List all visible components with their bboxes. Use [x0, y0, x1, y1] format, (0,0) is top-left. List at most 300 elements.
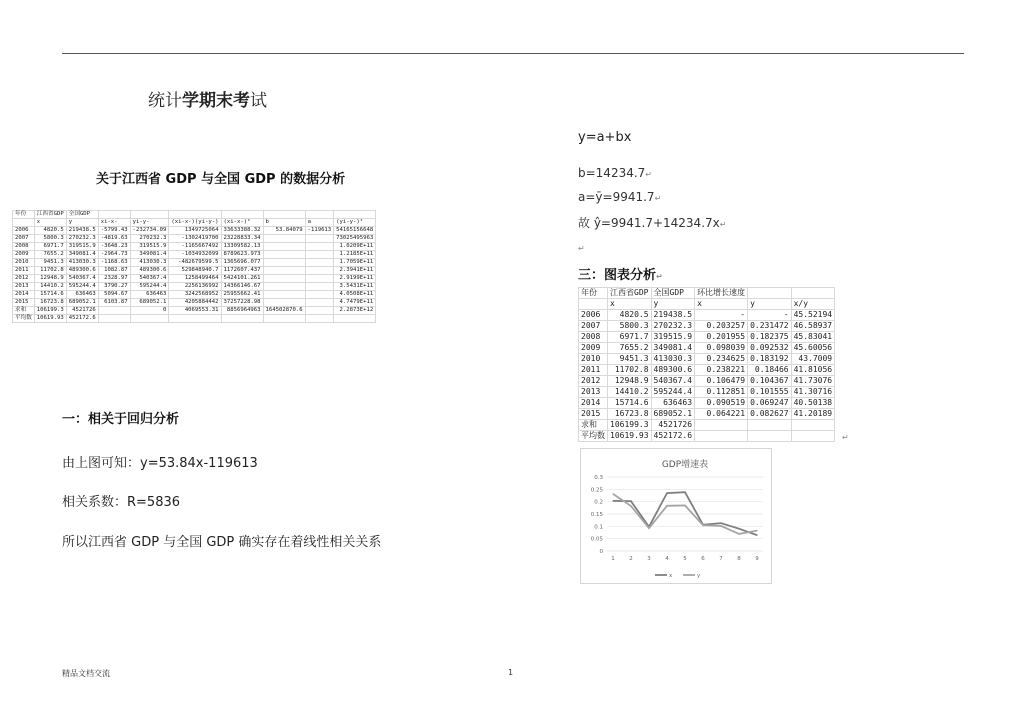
paragraph-mark: ↵: [645, 170, 652, 179]
table-cell: y: [651, 299, 695, 310]
data-point: [612, 493, 613, 494]
table-cell: 2010: [579, 354, 608, 365]
legend-label: x: [669, 573, 673, 579]
table-row: [13, 267, 376, 275]
table-cell: 0.082627: [748, 409, 792, 420]
table-cell: [263, 291, 305, 299]
table-cell: 0.069247: [748, 398, 792, 409]
table-cell: 12948.9: [608, 376, 652, 387]
table-cell: 5800.3: [608, 321, 652, 332]
table-cell: 0.112851: [695, 387, 748, 398]
data-point: [684, 492, 685, 493]
table-cell: 270232.3: [651, 321, 695, 332]
table-cell: 1.7059E+11: [334, 259, 376, 267]
regression-spreadsheet: [12, 210, 376, 323]
table-cell: -1165667492: [169, 243, 221, 251]
table-cell: [263, 283, 305, 291]
table-row: [13, 307, 376, 315]
table-row: [579, 387, 835, 398]
table-cell: 349081.4: [651, 343, 695, 354]
table-cell: 11702.8: [34, 267, 66, 275]
table-cell: 46.58937: [791, 321, 835, 332]
table-cell: 452172.6: [66, 315, 98, 323]
table-cell: -482679599.5: [169, 259, 221, 267]
table-cell: 2006: [13, 227, 35, 235]
regression-equation-text: 由上图可知：y=53.84x-119613: [62, 456, 258, 471]
table-cell: 2015: [579, 409, 608, 420]
table-cell: [263, 275, 305, 283]
table-cell: [263, 251, 305, 259]
table-cell: 16723.8: [608, 409, 652, 420]
table-cell: [263, 267, 305, 275]
table-cell: 2007: [579, 321, 608, 332]
footer-label: 精品文档交流: [62, 669, 110, 678]
table-cell: -119613: [305, 227, 334, 235]
x-tick-label: 2: [629, 556, 633, 562]
table-row: [13, 299, 376, 307]
table-cell: 15714.6: [608, 398, 652, 409]
paragraph-mark: ↵: [654, 194, 662, 203]
table-cell: [791, 288, 835, 299]
section1-heading: 一：相关于回归分析: [62, 412, 180, 427]
table-row: [579, 376, 835, 387]
table-cell: 7655.2: [34, 251, 66, 259]
table-cell: 5094.67: [98, 291, 130, 299]
table-cell: 45.52194: [791, 310, 835, 321]
table-cell: 45.83041: [791, 332, 835, 343]
table-cell: 636463: [130, 291, 169, 299]
paragraph-mark: ↵: [719, 220, 727, 229]
table-cell: 0.182375: [748, 332, 792, 343]
table-cell: 106199.3: [608, 420, 652, 431]
table-cell: 年份: [579, 288, 608, 299]
table-cell: 0: [130, 307, 169, 315]
table-cell: 319515.9: [651, 332, 695, 343]
table-cell: 349081.4: [66, 251, 98, 259]
data-point: [630, 501, 631, 502]
formula-fit: 故 ŷ=9941.7+14234.7x↵: [578, 216, 727, 230]
table-cell: 2328.97: [98, 275, 130, 283]
table-cell: 2.2873E+12: [334, 307, 376, 315]
table-cell: 41.20189: [791, 409, 835, 420]
table-row: [13, 235, 376, 243]
table-cell: 23228833.34: [221, 235, 263, 243]
table-cell: 0.098039: [695, 343, 748, 354]
table-cell: 219438.5: [66, 227, 98, 235]
table-cell: 15714.6: [34, 291, 66, 299]
table-cell: 7655.2: [608, 343, 652, 354]
table-cell: 0.101555: [748, 387, 792, 398]
table-cell: [748, 420, 792, 431]
table-cell: [98, 307, 130, 315]
table-cell: [305, 275, 334, 283]
table-cell: 595244.4: [651, 387, 695, 398]
table-cell: [221, 211, 263, 219]
table-cell: 0.104367: [748, 376, 792, 387]
table-cell: 73025495963: [334, 235, 376, 243]
table-cell: 11702.8: [608, 365, 652, 376]
table-cell: 33633388.32: [221, 227, 263, 235]
empty-paragraph: [578, 240, 585, 254]
table-cell: 6103.87: [98, 299, 130, 307]
table-cell: 平均数: [579, 431, 608, 442]
table-cell: 689052.1: [66, 299, 98, 307]
table-cell: 319515.9: [130, 243, 169, 251]
table-cell: 2009: [13, 251, 35, 259]
table-cell: 41.73076: [791, 376, 835, 387]
chart-svg: [581, 449, 771, 583]
table-cell: 0.201955: [695, 332, 748, 343]
table-cell: b: [263, 219, 305, 227]
y-tick-label: 0.05: [590, 536, 603, 543]
table-cell: x: [608, 299, 652, 310]
table-cell: 1082.87: [98, 267, 130, 275]
table-cell: 6971.7: [608, 332, 652, 343]
table-row: [579, 431, 835, 442]
table-cell: -1302419700: [169, 235, 221, 243]
table-cell: [263, 211, 305, 219]
table-cell: [305, 315, 334, 323]
table-cell: [13, 219, 35, 227]
table-cell: 4820.5: [608, 310, 652, 321]
paragraph-mark: ↵: [656, 272, 663, 281]
data-point: [630, 505, 631, 506]
table-cell: (xi-x-)(yi-y-): [169, 219, 221, 227]
table-cell: 0.238221: [695, 365, 748, 376]
paragraph-mark: ↵: [578, 244, 585, 253]
table-cell: [169, 211, 221, 219]
table-cell: 0.203257: [695, 321, 748, 332]
table-cell: 5424101.261: [221, 275, 263, 283]
table-row: [13, 243, 376, 251]
data-point: [720, 523, 721, 524]
table-cell: [305, 299, 334, 307]
table-cell: 413030.3: [66, 259, 98, 267]
table-cell: 2012: [579, 376, 608, 387]
table-row: [13, 259, 376, 267]
table-cell: 平均数: [13, 315, 35, 323]
table-cell: 4521726: [651, 420, 695, 431]
page-title: 统计学期末考试: [148, 91, 267, 111]
gdp-growth-chart: [580, 448, 772, 584]
table-cell: [305, 243, 334, 251]
table-row: [579, 365, 835, 376]
table-cell: 1365696.077: [221, 259, 263, 267]
table-cell: 529848940.7: [169, 267, 221, 275]
table-cell: 1172607.437: [221, 267, 263, 275]
table-cell: x: [695, 299, 748, 310]
data-point: [666, 505, 667, 506]
table-cell: 年份: [13, 211, 35, 219]
table-cell: 0.231472: [748, 321, 792, 332]
table-cell: 0.090519: [695, 398, 748, 409]
table-cell: [305, 267, 334, 275]
data-point: [738, 533, 739, 534]
table-cell: [695, 420, 748, 431]
table-cell: -1168.63: [98, 259, 130, 267]
data-point: [756, 530, 757, 531]
correlation-text: 相关系数：R=5836: [62, 495, 181, 510]
x-tick-label: 7: [719, 556, 723, 562]
table-cell: 江西省GDP: [34, 211, 66, 219]
table-cell: 2014: [579, 398, 608, 409]
table-cell: 14410.2: [608, 387, 652, 398]
header-rule: [62, 53, 964, 54]
table-cell: [169, 315, 221, 323]
table-cell: 413030.3: [130, 259, 169, 267]
table-cell: 3242568952: [169, 291, 221, 299]
model-formula: y=a+bx: [578, 130, 632, 145]
table-cell: 2011: [13, 267, 35, 275]
table-cell: 595244.4: [66, 283, 98, 291]
table-header-row: [13, 211, 376, 219]
table-cell: 2008: [579, 332, 608, 343]
table-cell: 5800.3: [34, 235, 66, 243]
data-point: [756, 535, 757, 536]
table-cell: 1258499464: [169, 275, 221, 283]
table-cell: 3.5431E+11: [334, 283, 376, 291]
table-row: [579, 343, 835, 354]
data-point: [648, 528, 649, 529]
data-point: [666, 493, 667, 494]
table-cell: yi-y-: [130, 219, 169, 227]
table-row: [13, 291, 376, 299]
table-cell: [334, 211, 376, 219]
table-cell: [305, 235, 334, 243]
table-cell: 489300.6: [651, 365, 695, 376]
chart-title: GDP增速表: [661, 460, 709, 470]
table-cell: 2015: [13, 299, 35, 307]
table-cell: 1.2185E+11: [334, 251, 376, 259]
page-number: 1: [508, 668, 514, 677]
y-tick-label: 0.1: [594, 524, 603, 531]
section-subtitle: 关于江西省 GDP 与全国 GDP 的数据分析: [96, 172, 346, 187]
table-cell: 41.81056: [791, 365, 835, 376]
table-cell: 14410.2: [34, 283, 66, 291]
table-cell: 45.60056: [791, 343, 835, 354]
table-cell: 413030.3: [651, 354, 695, 365]
table-row: [579, 409, 835, 420]
table-row: [579, 321, 835, 332]
table-cell: 2007: [13, 235, 35, 243]
table-cell: 2012: [13, 275, 35, 283]
table-cell: 53.84079: [263, 227, 305, 235]
table-cell: 2010: [13, 259, 35, 267]
table-cell: [263, 235, 305, 243]
y-tick-label: 0.25: [590, 487, 603, 494]
table-cell: (xi-x-)²: [221, 219, 263, 227]
y-tick-label: 0.15: [590, 512, 603, 518]
x-tick-label: 6: [701, 556, 705, 562]
data-point: [738, 528, 739, 529]
table-cell: 0.183192: [748, 354, 792, 365]
table-cell: 689052.1: [651, 409, 695, 420]
table-cell: 0.234625: [695, 354, 748, 365]
table-cell: [98, 211, 130, 219]
table-cell: 全国GDP: [651, 288, 695, 299]
table-cell: [263, 259, 305, 267]
table-cell: 4820.5: [34, 227, 66, 235]
table-row: [579, 420, 835, 431]
conclusion-text: 所以江西省 GDP 与全国 GDP 确实存在着线性相关关系: [62, 535, 382, 550]
table-cell: [748, 288, 792, 299]
table-cell: [791, 420, 835, 431]
table-row: [579, 354, 835, 365]
growth-spreadsheet: [578, 287, 835, 442]
table-row: [13, 251, 376, 259]
table-cell: [579, 299, 608, 310]
table-cell: 2013: [13, 283, 35, 291]
table-cell: -232734.09: [130, 227, 169, 235]
section3-heading: 三：图表分析↵: [578, 268, 663, 283]
table-cell: 0.064221: [695, 409, 748, 420]
data-point: [720, 525, 721, 526]
table-cell: 环比增长速度: [695, 288, 748, 299]
table-cell: 319515.9: [66, 243, 98, 251]
table-cell: 4.7479E+11: [334, 299, 376, 307]
table-cell: 452172.6: [651, 431, 695, 442]
table-row: [13, 315, 376, 323]
table-cell: x/y: [791, 299, 835, 310]
table-cell: 636463: [66, 291, 98, 299]
table-cell: 2256136992: [169, 283, 221, 291]
table-cell: [748, 431, 792, 442]
y-tick-label: 0: [599, 549, 603, 555]
paragraph-mark: ↵: [842, 433, 849, 442]
table-cell: [221, 315, 263, 323]
table-cell: 40.50138: [791, 398, 835, 409]
table-cell: 540367.4: [651, 376, 695, 387]
table-cell: 37257228.98: [221, 299, 263, 307]
table-cell: 0.092532: [748, 343, 792, 354]
table-cell: [305, 251, 334, 259]
table-cell: 12948.9: [34, 275, 66, 283]
table-cell: 2014: [13, 291, 35, 299]
table-cell: 41.30716: [791, 387, 835, 398]
table-cell: 3790.27: [98, 283, 130, 291]
table-cell: a: [305, 219, 334, 227]
table-cell: 13309582.13: [221, 243, 263, 251]
y-tick-label: 0.2: [594, 499, 603, 506]
table-cell: 9451.3: [608, 354, 652, 365]
table-cell: 10619.93: [608, 431, 652, 442]
table-cell: 10619.93: [34, 315, 66, 323]
table-cell: [305, 211, 334, 219]
table-cell: 489300.6: [66, 267, 98, 275]
table-cell: -2964.73: [98, 251, 130, 259]
x-tick-label: 1: [611, 556, 615, 562]
table-cell: -3648.23: [98, 243, 130, 251]
table-cell: 8856964963: [221, 307, 263, 315]
table-cell: -5799.43: [98, 227, 130, 235]
table-cell: 6971.7: [34, 243, 66, 251]
x-tick-label: 5: [683, 556, 687, 562]
table-cell: [98, 315, 130, 323]
table-cell: 595244.4: [130, 283, 169, 291]
table-cell: [334, 315, 376, 323]
table-header-row: [579, 299, 835, 310]
table-cell: 2006: [579, 310, 608, 321]
data-point: [612, 500, 613, 501]
table-cell: 0.18466: [748, 365, 792, 376]
table-cell: [263, 243, 305, 251]
table-row: [579, 398, 835, 409]
table-row: [579, 310, 835, 321]
table-cell: [695, 431, 748, 442]
table-cell: 164502870.6: [263, 307, 305, 315]
table-cell: 43.7009: [791, 354, 835, 365]
table-cell: y: [748, 299, 792, 310]
table-cell: 0.106479: [695, 376, 748, 387]
table-cell: [305, 291, 334, 299]
x-tick-label: 9: [755, 556, 759, 562]
data-point: [684, 505, 685, 506]
table-cell: 全国GDP: [66, 211, 98, 219]
table-cell: 106199.3: [34, 307, 66, 315]
table-cell: [130, 315, 169, 323]
table-cell: 54165156648: [334, 227, 376, 235]
table-cell: 2009: [579, 343, 608, 354]
table-cell: x: [34, 219, 66, 227]
y-tick-label: 0.3: [594, 475, 603, 481]
table-cell: 1.0209E+11: [334, 243, 376, 251]
table-cell: 636463: [651, 398, 695, 409]
table-cell: 25955662.41: [221, 291, 263, 299]
table-cell: [305, 259, 334, 267]
table-cell: 2011: [579, 365, 608, 376]
table-cell: 219438.5: [651, 310, 695, 321]
formula-a: a=ȳ=9941.7↵: [578, 190, 662, 204]
table-cell: 2.3941E+11: [334, 267, 376, 275]
table-cell: [130, 211, 169, 219]
x-tick-label: 4: [665, 556, 669, 562]
legend-label: y: [697, 573, 701, 579]
table-cell: -4819.63: [98, 235, 130, 243]
table-cell: [791, 431, 835, 442]
formula-b: b=14234.7↵: [578, 166, 652, 180]
table-cell: -: [695, 310, 748, 321]
table-header-row: [13, 219, 376, 227]
table-cell: 489300.6: [130, 267, 169, 275]
table-cell: 江西省GDP: [608, 288, 652, 299]
table-cell: 4205884442: [169, 299, 221, 307]
table-cell: 270232.3: [66, 235, 98, 243]
table-cell: 4521726: [66, 307, 98, 315]
table-cell: [305, 307, 334, 315]
table-cell: 349081.4: [130, 251, 169, 259]
table-cell: 16723.8: [34, 299, 66, 307]
table-header-row: [579, 288, 835, 299]
table-row: [579, 332, 835, 343]
table-cell: 2008: [13, 243, 35, 251]
table-cell: 1349725064: [169, 227, 221, 235]
x-tick-label: 8: [737, 556, 741, 562]
table-cell: 4.0508E+11: [334, 291, 376, 299]
table-cell: 270232.3: [130, 235, 169, 243]
table-row: [13, 275, 376, 283]
table-cell: 689052.1: [130, 299, 169, 307]
table-cell: 14366146.67: [221, 283, 263, 291]
table-cell: -1034932099: [169, 251, 221, 259]
table-cell: xi-x-: [98, 219, 130, 227]
table-cell: 求和: [13, 307, 35, 315]
table-cell: 540367.4: [66, 275, 98, 283]
x-tick-label: 3: [647, 556, 651, 562]
table-cell: (yi-y-)²: [334, 219, 376, 227]
table-cell: y: [66, 219, 98, 227]
table-cell: 2013: [579, 387, 608, 398]
table-row: [13, 227, 376, 235]
